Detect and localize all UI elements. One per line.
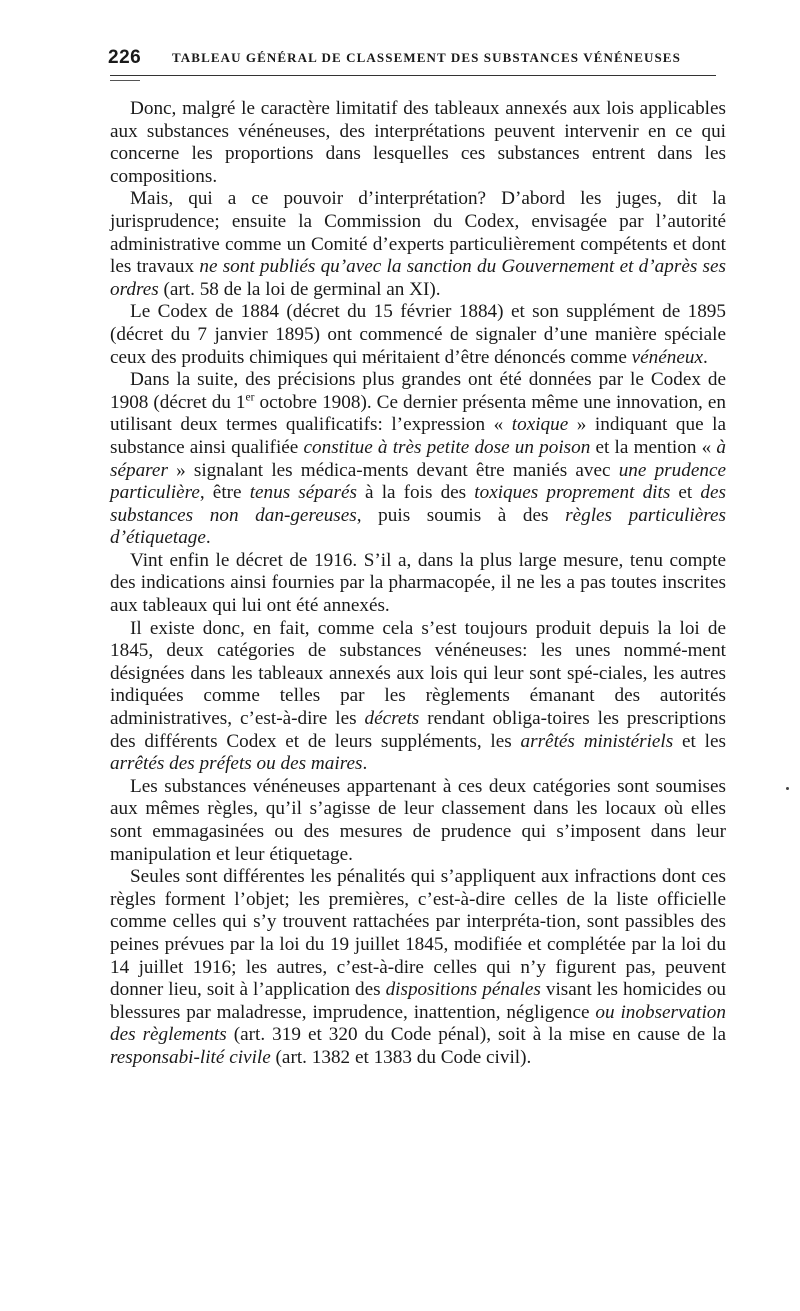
text-run: Seules sont différentes les pénalités qui s’appliquent aux infractions dont ces règles forment l’objet; les premières, c’est-à-dire celles de la liste officielle comme celles qui s’y trouvent rattachées par interpréta-tion, sont passibles des peines prévues par la loi du 19 juillet 1845, modifiée et complétée par la loi du 14 juillet 1916; les autres, c’est-à-dire celles qui n’y figurent pas, peuvent donner lieu, soit à l’application des	[110, 866, 726, 1001]
paragraph	[110, 98, 726, 188]
italic-phrase: dispositions pénales	[385, 979, 541, 1001]
italic-phrase: toxique	[511, 414, 569, 436]
text-run: (art. 319 et 320 du Code pénal), soit à la mise en cause de la	[226, 1024, 726, 1046]
italic-phrase: toxiques proprement dits	[474, 482, 671, 504]
paragraph	[110, 776, 726, 866]
text-run: et	[670, 482, 701, 504]
italic-phrase: responsabi-lité civile	[110, 1046, 271, 1068]
paragraph	[110, 550, 726, 618]
paragraph	[110, 188, 726, 301]
italic-phrase: tenus séparés	[249, 482, 357, 504]
text-run: et les	[673, 730, 726, 752]
text-run: Dans la suite, des précisions plus grandes ont été données par le Codex de 1908 (décret du 1	[110, 369, 726, 413]
text-run: (art. 1382 et 1383 du Code civil).	[270, 1046, 532, 1068]
superscript: er	[245, 391, 255, 404]
body-text	[110, 98, 726, 1070]
text-run: Il existe donc, en fait, comme cela s’est toujours produit depuis la loi de 1845, deux catégories de substances vénéneuses: les unes nommé-ment désignées dans les tableaux annexés aux lois qui leur sont spé-ciales, les autres indiquées comme telles par les règlements émanant des autorités administratives, c’est-à-dire les	[110, 617, 726, 730]
italic-phrase: règles particulières d’étiquetage	[110, 504, 726, 549]
text-run: rendant obliga-toires les prescriptions des différents Codex et de leurs suppléments, les	[110, 708, 726, 752]
text-run: Donc, malgré le caractère limitatif des tableaux annexés aux lois applicables aux substances vénéneuses, des interprétations peuvent intervenir en ce qui concerne les proportions dans lesquelles ces substances entrent dans les compositions.	[110, 98, 726, 187]
text-run: Les substances vénéneuses appartenant à ces deux catégories sont soumises aux mêmes règles, qu’il s’agisse de leur classement dans les locaux où elles sont emmagasinées ou des mesures de prudence qui s’imposent dans leur manipulation et leur étiquetage.	[110, 775, 726, 865]
italic-phrase: arrêtés ministériels	[520, 730, 674, 752]
text-run: .	[205, 527, 211, 549]
text-run: (art. 58 de la loi de germinal an XI).	[158, 278, 441, 300]
text-run: , être	[199, 482, 250, 504]
text-run: » signalant les médica-ments devant être maniés avec	[167, 459, 619, 481]
margin-mark	[786, 787, 789, 790]
text-run: à la fois des	[356, 482, 475, 504]
header-underline	[110, 80, 140, 81]
italic-phrase: des substances non dan-gereuses	[110, 482, 726, 526]
text-run: .	[703, 346, 708, 368]
running-head: TABLEAU GÉNÉRAL DE CLASSEMENT DES SUBSTANCES VÉNÉNEUSES	[172, 50, 681, 65]
page-number: 226	[108, 47, 142, 68]
text-run: » indiquant que la substance ainsi qualifiée	[110, 414, 726, 458]
paragraph	[110, 369, 726, 550]
paragraph	[110, 301, 726, 369]
text-run: et la mention «	[590, 436, 717, 458]
paragraph	[110, 618, 726, 776]
text-run: octobre 1908). Ce dernier présenta même une innovation, en utilisant deux termes qualificatifs: l’expression «	[110, 391, 726, 436]
page-header	[108, 47, 728, 71]
italic-phrase: arrêtés des préfets ou des maires	[110, 753, 363, 775]
text-run: Vint enfin le décret de 1916. S’il a, dans la plus large mesure, tenu compte des indications ainsi fournies par la pharmacopée, il ne les a pas toutes inscrites aux tableaux qui lui ont été annexés.	[110, 549, 726, 617]
italic-phrase: constitue à très petite dose un poison	[303, 436, 591, 458]
text-run: .	[362, 753, 368, 775]
italic-phrase: à séparer	[110, 436, 726, 481]
text-run: , puis soumis à des	[356, 504, 566, 526]
italic-phrase: ou inobservation des règlements	[110, 1001, 726, 1046]
header-rule	[110, 75, 716, 76]
text-run: Mais, qui a ce pouvoir d’interprétation? D’abord les juges, dit la jurisprudence; ensuite la Commission du Codex, envisagée par l’autorité administrative comme un Comité d’experts particulièrement compétents et dont les travaux	[110, 188, 726, 278]
italic-phrase: une prudence particulière	[110, 459, 726, 504]
italic-phrase: ne sont publiés qu’avec la sanction du Gouvernement et d’après ses ordres	[110, 256, 726, 300]
text-run: visant les homicides ou blessures par maladresse, imprudence, inattention, négligence	[110, 979, 727, 1023]
italic-phrase: décrets	[364, 708, 420, 730]
paragraph	[110, 866, 726, 1069]
text-run: Le Codex de 1884 (décret du 15 février 1884) et son supplément de 1895 (décret du 7 janvier 1895) ont commencé de signaler d’une manière spéciale ceux des produits chimiques qui méritaient d’être dénoncés comme	[110, 301, 726, 368]
italic-phrase: vénéneux	[631, 346, 704, 368]
